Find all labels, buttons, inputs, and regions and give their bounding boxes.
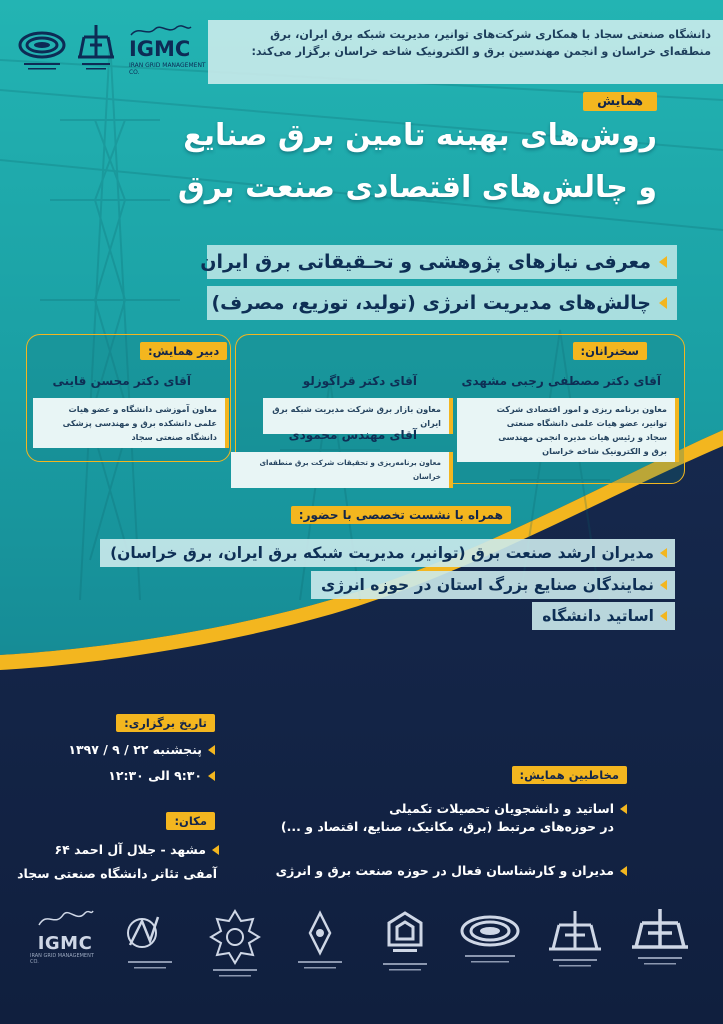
bullet-arrow-icon xyxy=(620,866,627,876)
igmc-sponsor-logo xyxy=(30,905,100,995)
title-line-2: و چالش‌های اقتصادی صنعت برق xyxy=(177,170,657,205)
audience-item-line: در حوزه‌های مرتبط (برق، مکانیک، صنایع، اقتصاد و ...) xyxy=(280,819,614,834)
audience-item-text: مدیران و کارشناسان فعال در حوزه صنعت برق و انرژی xyxy=(275,863,614,878)
date-time-text: ۹:۳۰ الی ۱۲:۳۰ xyxy=(108,768,202,783)
speaker-description-line: معاون برنامه ریزی و امور اقتصادی شرکت xyxy=(496,404,667,414)
igmc-script-icon xyxy=(35,905,95,933)
bullet-arrow-icon xyxy=(620,804,627,814)
igmc-sponsor-logo-subtext: IRAN GRID MANAGEMENT CO. xyxy=(30,953,94,965)
date-label: تاریخ برگزاری: xyxy=(116,714,215,732)
audience-item-line: اساتید و دانشجویان تحصیلات تکمیلی xyxy=(389,801,614,816)
place-label: مکان: xyxy=(166,812,215,830)
accompaniment-item xyxy=(100,539,675,567)
audience-item-text xyxy=(281,800,614,836)
secretary-description-line: علمی دانشکده برق و مهندسی پزشکی xyxy=(62,418,217,428)
distribution-company-logo-icon xyxy=(285,905,355,995)
speakers-label: سخنرانان: xyxy=(573,342,647,360)
conference-badge: همایش xyxy=(583,92,657,111)
tavanir-logo-icon xyxy=(115,905,185,995)
bullet-arrow-icon xyxy=(212,845,219,855)
speaker-description-line: معاون برنامه‌ریزی و تحقیقات شرکت برق منطقه‌ای خراسان xyxy=(259,458,441,481)
date-day-text: پنجشنبه ۲۲ / ۹ / ۱۳۹۷ xyxy=(68,742,202,757)
accompaniment-item xyxy=(311,571,675,599)
secretary-description xyxy=(33,398,229,448)
secretary-description-line: دانشگاه صنعتی سجاد xyxy=(131,432,217,442)
place-venue xyxy=(17,866,217,881)
speaker-name: آقای دکتر قراگوزلو xyxy=(302,374,417,388)
secretary-name: آقای دکتر محسن قاینی xyxy=(52,374,191,388)
title-line-1: روش‌های بهینه تامین برق صنایع xyxy=(183,118,657,153)
speaker-name: آقای دکتر مصطفی رجبی مشهدی xyxy=(461,374,661,388)
topic-item xyxy=(207,286,677,320)
igmc-sponsor-logo-text: IGMC xyxy=(37,933,93,954)
speaker-description-line: توانیر، عضو هیات علمی دانشگاه صنعتی xyxy=(506,418,667,428)
place-venue-text: آمفی تئاتر دانشگاه صنعتی سجاد xyxy=(17,866,217,881)
bullet-arrow-icon xyxy=(208,771,215,781)
sadjad-university-bottom-logo-icon xyxy=(625,905,695,995)
bullet-arrow-icon xyxy=(208,745,215,755)
bullet-arrow-icon xyxy=(660,580,667,590)
bullet-arrow-icon xyxy=(659,297,667,309)
date-day xyxy=(68,742,215,757)
bullet-arrow-icon xyxy=(660,611,667,621)
speaker-description-line: سجاد و رئیس هیات مدیره انجمن مهندسی xyxy=(498,432,667,442)
audience-item xyxy=(281,800,627,836)
date-time xyxy=(108,768,215,783)
secretary-label: دبیر همایش: xyxy=(140,342,227,360)
topic-text: چالش‌های مدیریت انرژی (تولید، توزیع، مصرف) xyxy=(211,292,651,314)
accompaniment-item-text: نمایندگان صنایع بزرگ استان در حوزه انرژی xyxy=(320,576,654,594)
power-engineers-association-logo-icon xyxy=(455,905,525,995)
secretary-description-line: معاون آموزشی دانشگاه و عضو هیات xyxy=(68,404,217,414)
power-company-logo-icon xyxy=(16,23,68,75)
speaker-description xyxy=(231,452,453,488)
header-intro-text: دانشگاه صنعتی سجاد با همکاری شرکت‌های توانیر، مدیریت شبکه برق ایران، برق منطقه‌ای خراسان و انجمن مهندسین برق و الکترونیک شاخه خراسان برگزار می‌کند: xyxy=(251,28,711,58)
speaker-name: آقای مهندس محمودی xyxy=(288,428,417,442)
audience-item xyxy=(276,862,627,880)
accompaniment-item-text: مدیران ارشد صنعت برق (توانیر، مدیریت شبکه برق ایران، برق خراسان) xyxy=(110,544,654,562)
place-address xyxy=(54,842,219,857)
speaker-description-line: برق و الکترونیک شاخه خراسان xyxy=(542,446,667,456)
bullet-arrow-icon xyxy=(660,548,667,558)
regional-electric-logo-icon xyxy=(370,905,440,995)
speaker-description xyxy=(457,398,679,462)
place-address-text: مشهد - جلال آل احمد ۶۴ xyxy=(54,842,206,857)
speaker-description-line: معاون بازار برق شرکت مدیریت شبکه برق ایران xyxy=(272,404,441,428)
igmc-logo-subtext: IRAN GRID MANAGEMENT CO. xyxy=(128,61,206,76)
applied-science-logo-icon xyxy=(540,905,610,995)
accompaniment-item xyxy=(532,602,675,630)
audience-label: مخاطبین همایش: xyxy=(512,766,627,784)
igmc-logo-text: IGMC xyxy=(128,36,191,61)
topic-text: معرفی نیازهای پژوهشی و تحـقیقاتی برق ایران xyxy=(200,251,651,273)
top-logos xyxy=(16,14,206,84)
sadjad-university-logo-icon xyxy=(76,23,121,75)
sponsor-logos xyxy=(30,905,695,995)
accompaniment-label: همراه با نشست تخصصی با حضور: xyxy=(291,506,511,524)
bullet-arrow-icon xyxy=(659,256,667,268)
header-intro-box xyxy=(208,20,723,84)
igmc-logo xyxy=(129,23,206,76)
topic-item xyxy=(200,245,677,279)
accompaniment-item-text: اساتید دانشگاه xyxy=(542,607,654,625)
ministry-energy-logo-icon xyxy=(200,905,270,995)
